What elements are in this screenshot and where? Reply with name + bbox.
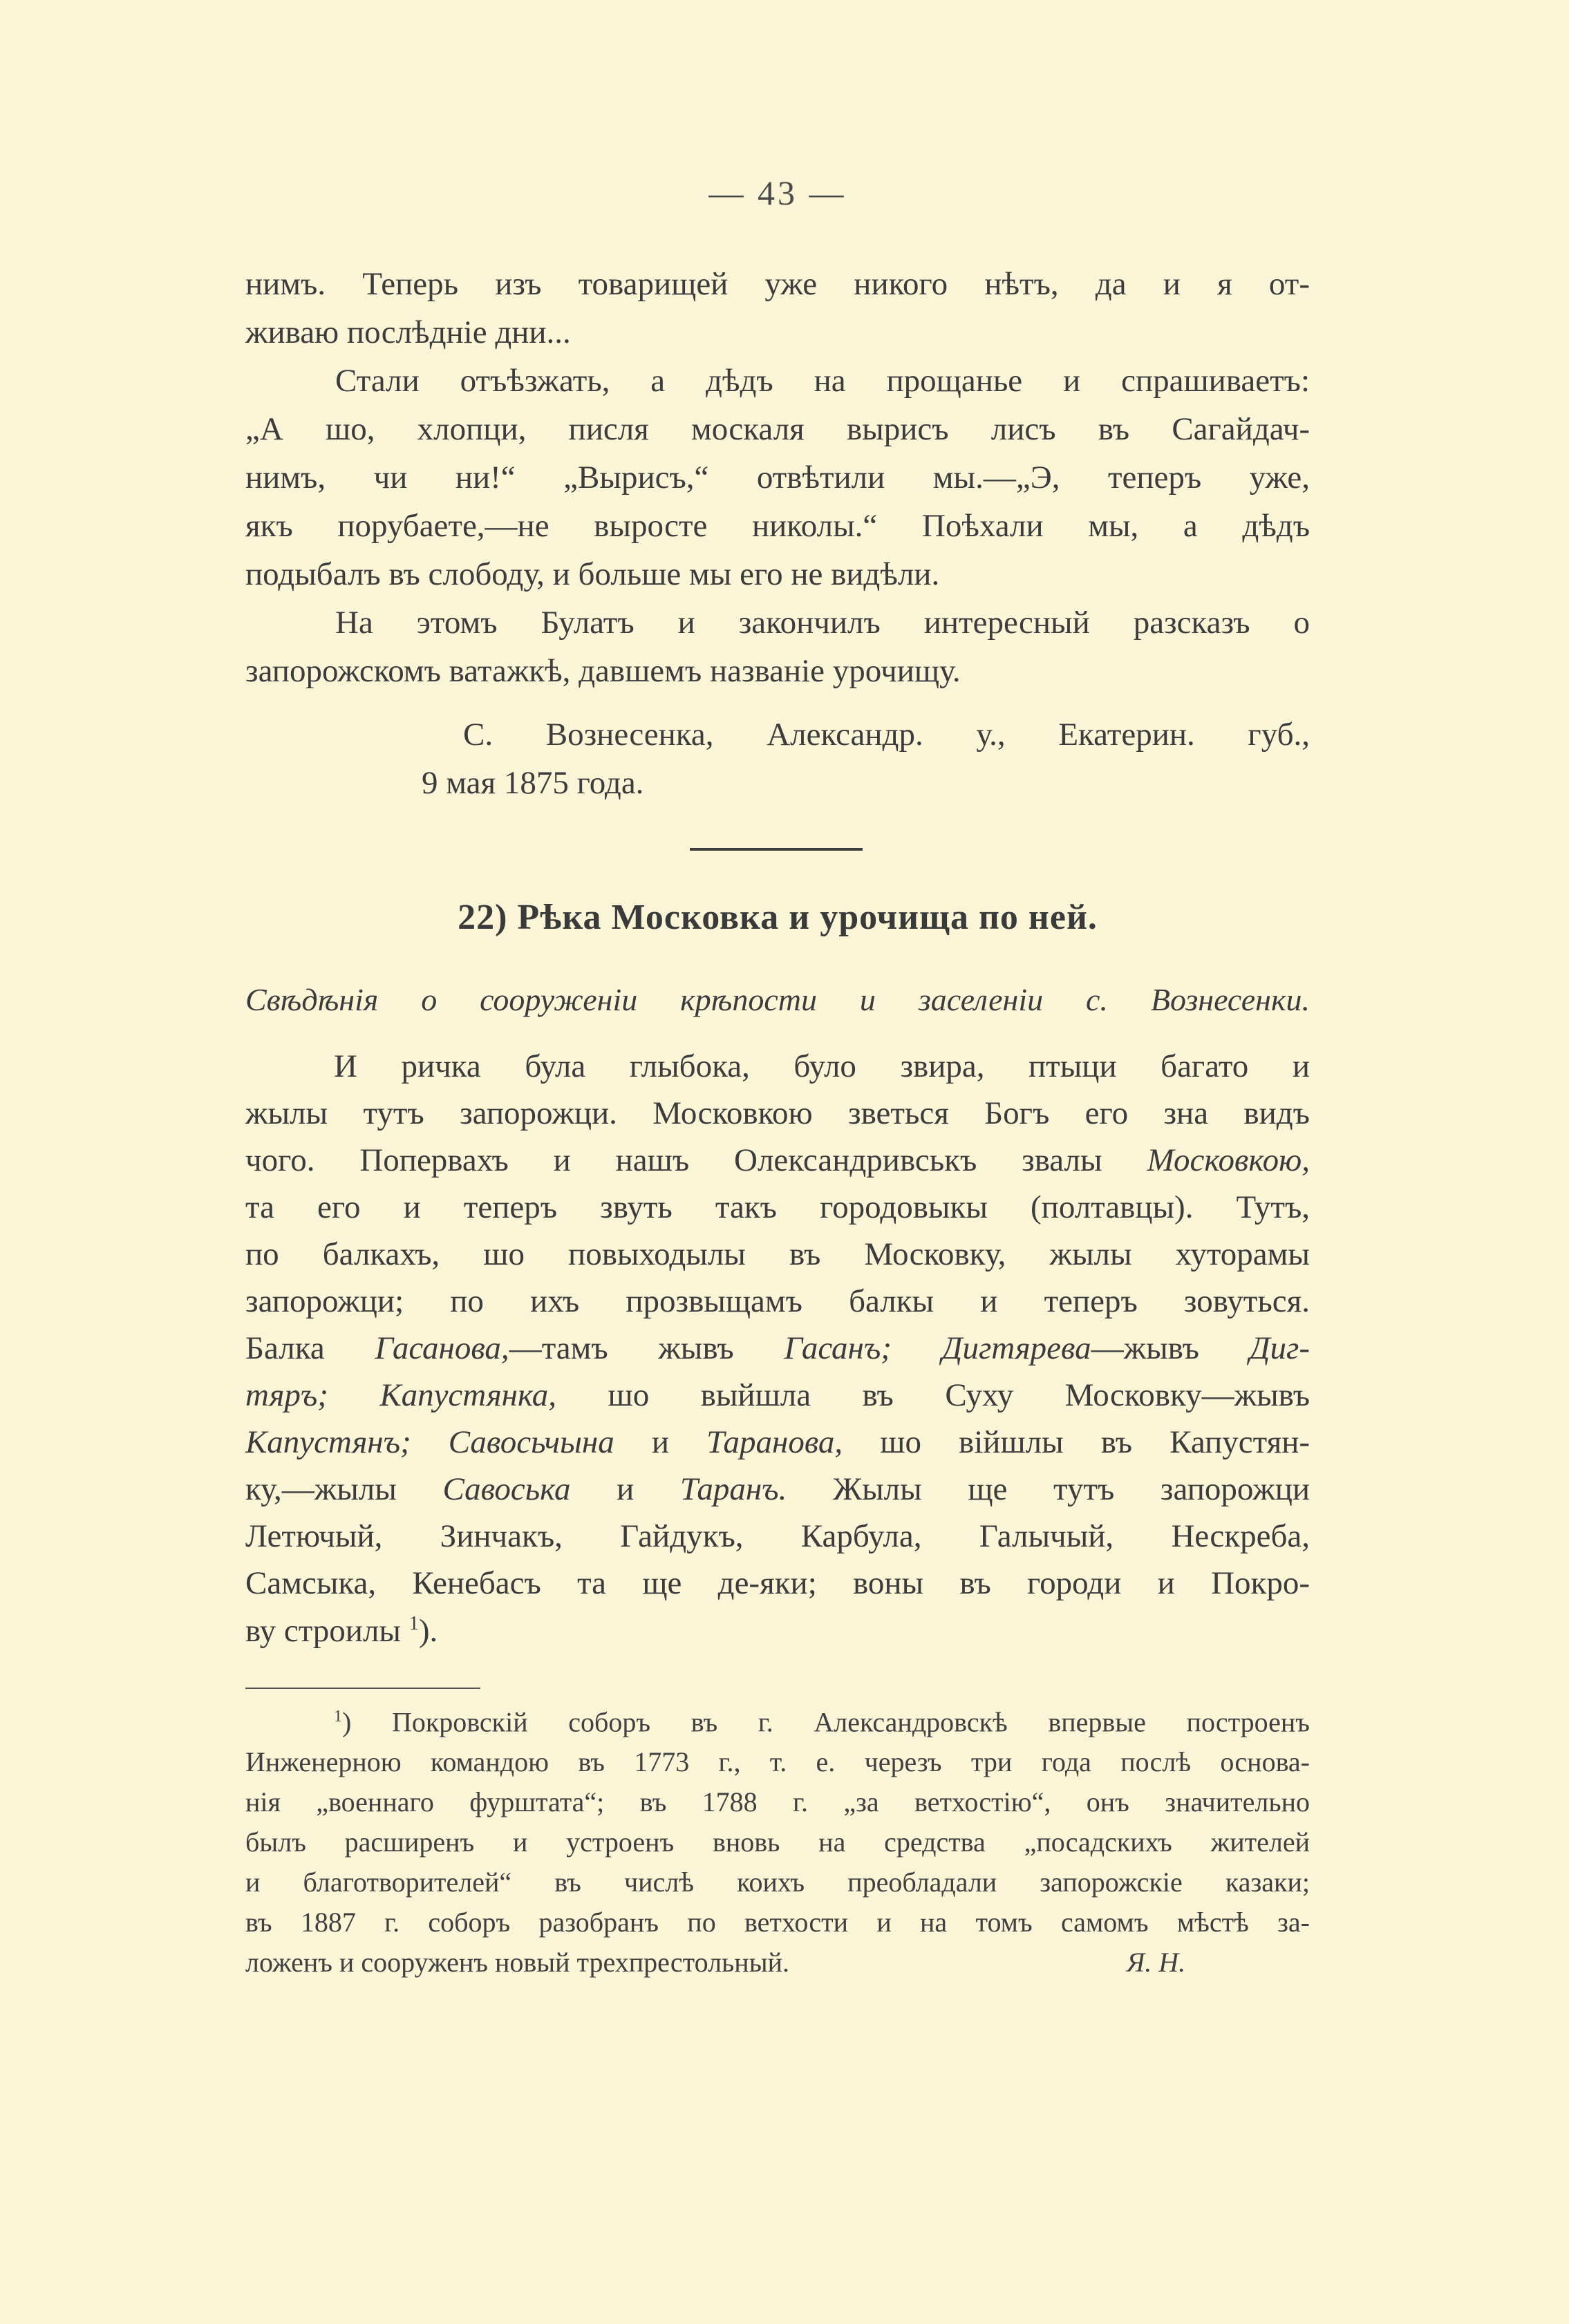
text-line: нимъ. Теперь изъ товарищей уже никого нѣтъ, да и я от- [245, 266, 1310, 302]
section-divider [690, 848, 863, 851]
text-line: запорожци; по ихъ прозвыщамъ балкы и теперъ зовуться. [245, 1283, 1310, 1319]
text-span: —жывъ [1091, 1330, 1250, 1366]
text-span: —тамъ жывъ [509, 1330, 784, 1366]
text-line: „А шо, хлопци, писля москаля вырисъ лисъ въ Сагайдач- [245, 411, 1310, 447]
text-span: ) Покровскій соборъ въ г. Александровскѣ впервые построенъ [342, 1706, 1310, 1738]
footnote-line [245, 1708, 1310, 1736]
text-span: Балка [245, 1330, 375, 1366]
footnote-mark: 1 [334, 1708, 342, 1726]
text-line: запорожскомъ ватажкѣ, давшемъ названіе урочищу. [245, 653, 961, 689]
footnote-line: и благотворителей“ въ числѣ коихъ преобладали запорожскіе казаки; [245, 1867, 1310, 1898]
italic-name: Таранъ. [679, 1471, 787, 1507]
footnote-line: нія „военнаго фурштата“; въ 1788 г. „за ветхостію“, онъ значительно [245, 1786, 1310, 1817]
italic-name: Московкою, [1147, 1142, 1310, 1178]
text-span: Жылы ще тутъ запорожци [787, 1471, 1310, 1507]
text-line [245, 1144, 1310, 1177]
text-line: Стали отъѣзжать, а дѣдъ на прощанье и спрашиваетъ: [335, 363, 1310, 399]
italic-name: Капустянъ; Савосьчына [245, 1424, 614, 1460]
italic-name: тяръ; Капустянка, [245, 1377, 557, 1413]
footnote-line: въ 1887 г. соборъ разобранъ по ветхости и на томъ самомъ мѣстѣ за- [245, 1907, 1310, 1938]
text-span: ). [418, 1612, 438, 1649]
text-line: На этомъ Булатъ и закончилъ интересный разсказъ о [335, 605, 1310, 641]
section-heading: 22) Рѣка Московка и урочища по ней. [458, 898, 1098, 937]
text-line [245, 1426, 1310, 1459]
text-line [245, 1614, 1310, 1647]
text-line: Самсыка, Кенебасъ та ще де-яки; воны въ городи и Покро- [245, 1565, 1310, 1601]
section-subheading: Свѣдѣнія о сооруженіи крѣпости и заселеніи с. Вознесенки. [245, 982, 1310, 1017]
text-line: И ричка була глыбока, було звира, птыци багато и [334, 1048, 1310, 1084]
text-span: шо выйшла въ Суху Московку—жывъ [556, 1377, 1310, 1413]
italic-name: Диг- [1249, 1330, 1310, 1366]
text-line: якъ порубаете,—не выросте николы.“ Поѣхали мы, а дѣдъ [245, 508, 1310, 544]
italic-name: Гасанъ; Дигтярева [784, 1330, 1091, 1366]
footnote-divider [245, 1688, 480, 1689]
text-span: и [614, 1424, 707, 1460]
footnote-author: Я. Н. [1127, 1947, 1186, 1978]
text-line [245, 1379, 1310, 1412]
text-span: и [570, 1471, 680, 1507]
text-line [245, 1473, 1310, 1506]
text-line [245, 1332, 1310, 1365]
text-span: шо війшлы въ Капустян- [843, 1424, 1310, 1460]
text-span: ку,—жылы [245, 1471, 443, 1507]
text-line: живаю послѣдніе дни... [245, 314, 571, 350]
footnote-line: былъ расширенъ и устроенъ вновь на средства „посадскихъ жителей [245, 1826, 1310, 1858]
text-line: Летючый, Зинчакъ, Гайдукъ, Карбула, Галычый, Нескреба, [245, 1518, 1310, 1554]
footnote-ref: 1 [408, 1613, 419, 1634]
text-line: подыбалъ въ слободу, и больше мы его не видѣли. [245, 556, 940, 592]
text-line: нимъ, чи ни!“ „Вырисъ,“ отвѣтили мы.—„Э, теперъ уже, [245, 460, 1310, 495]
footnote-line [245, 1949, 1310, 1976]
text-span: чого. Попервахъ и нашъ Олександривськъ звалы [245, 1142, 1147, 1178]
page [245, 0, 1310, 2324]
footnote-line: Инженерною командою въ 1773 г., т. е. черезъ три года послѣ основа- [245, 1746, 1310, 1777]
text-line: жылы тутъ запорожци. Московкою зветься Богъ его зна видъ [245, 1095, 1310, 1131]
text-line: та его и теперъ звуть такъ городовыкы (полтавцы). Тутъ, [245, 1189, 1310, 1225]
signature-date: 9 мая 1875 года. [422, 765, 644, 801]
text-span: ву строилы [245, 1612, 401, 1649]
italic-name: Савоська [442, 1471, 571, 1507]
text-line: по балкахъ, шо повыходылы въ Московку, жылы хуторамы [245, 1236, 1310, 1272]
page-number: — 43 — [708, 173, 847, 212]
italic-name: Гасанова, [375, 1330, 509, 1366]
italic-name: Таранова, [706, 1424, 843, 1460]
signature-place: С. Вознесенка, Александр. у., Екатерин. губ., [463, 717, 1310, 753]
text-span: ложенъ и сооруженъ новый трехпрестольный. [245, 1947, 789, 1978]
